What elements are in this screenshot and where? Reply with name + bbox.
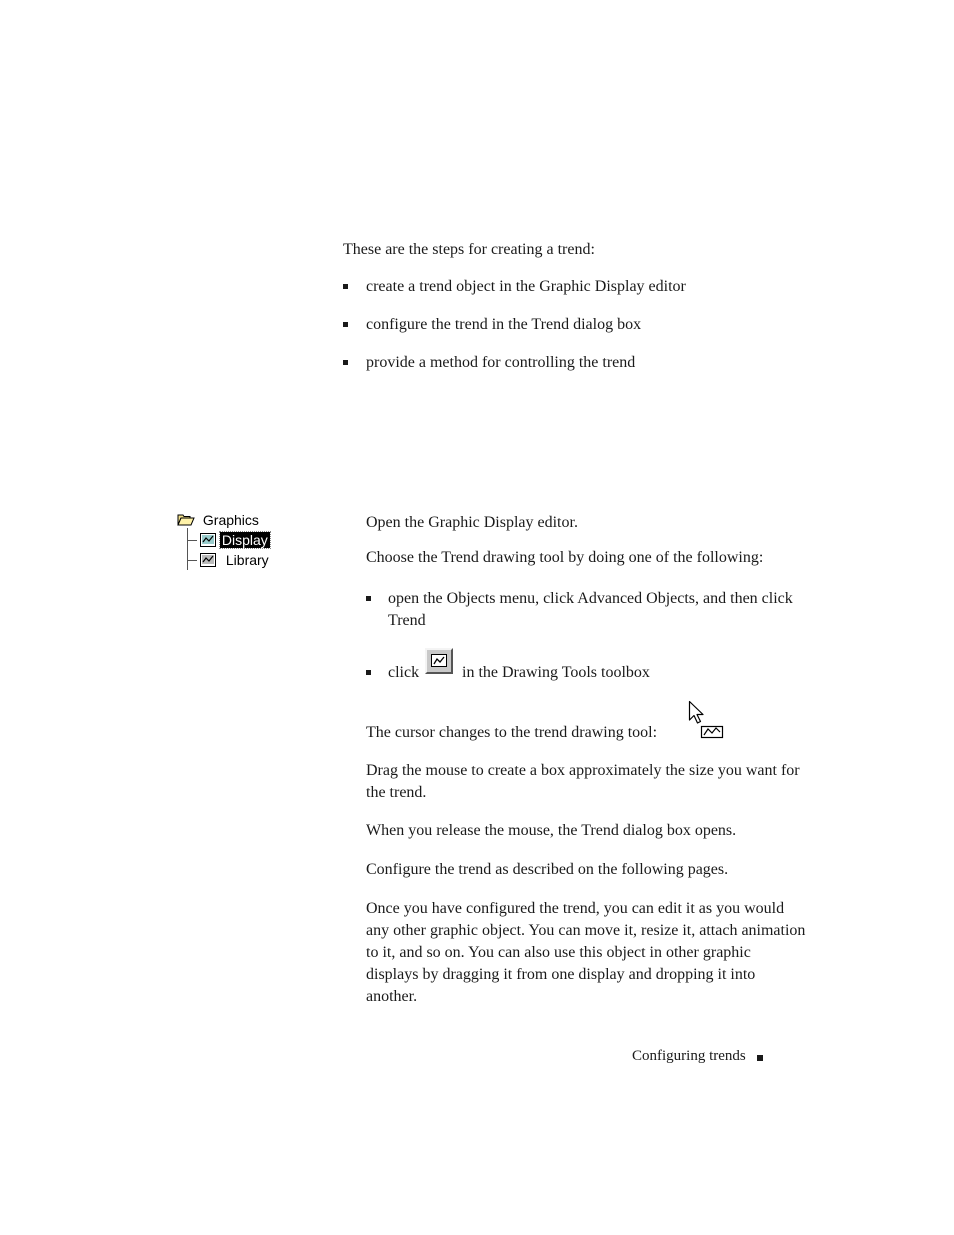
tree-connector (187, 540, 197, 541)
trend-tool-icon (427, 650, 451, 672)
tree-item-library[interactable] (200, 551, 269, 569)
step-choose-tool: Choose the Trend drawing tool by doing one of the following: (366, 549, 764, 566)
tree-connector (187, 560, 197, 561)
option-click-prefix: click (388, 664, 420, 681)
footer-section-title: Configuring trends (632, 1048, 746, 1064)
step-configure: Configure the trend as described on the following pages. (366, 861, 729, 878)
library-icon (200, 553, 216, 567)
option-objects-menu: open the Objects menu, click Advanced Objects, and then click Trend (388, 590, 793, 629)
option-click-suffix: in the Drawing Tools toolbox (462, 664, 650, 681)
bullet-icon (343, 322, 348, 327)
display-icon (200, 533, 216, 547)
cursor-description: The cursor changes to the trend drawing tool: (366, 724, 658, 741)
bullet-icon (366, 670, 371, 675)
tree-root[interactable] (177, 511, 259, 529)
bullet-icon (366, 596, 371, 601)
bullet-icon (343, 284, 348, 289)
trend-cursor-icon (688, 700, 726, 740)
step-edit-object: Once you have configured the trend, you can edit it as you would any other graphic object. You can move it, resize it, attach animation to it, and so on. You can also use this object in other graphic displays by dragging it from one display and dropping it into another. (366, 900, 806, 1005)
tree-item-label: Display (221, 532, 268, 548)
list-item: configure the trend in the Trend dialog box (366, 316, 642, 333)
list-item: provide a method for controlling the trend (366, 354, 636, 371)
step-release-note: When you release the mouse, the Trend dialog box opens. (366, 822, 737, 839)
tree-root-label: Graphics (202, 512, 259, 528)
step-drag-box: Drag the mouse to create a box approximately the size you want for the trend. (366, 762, 800, 801)
footer-bullet-icon (757, 1055, 763, 1061)
tree-item-label: Library (225, 552, 269, 568)
tree-item-display[interactable] (200, 531, 270, 549)
step-open-editor: Open the Graphic Display editor. (366, 514, 578, 531)
list-item: create a trend object in the Graphic Display editor (366, 278, 686, 295)
tree-connector (187, 528, 188, 570)
bullet-icon (343, 360, 348, 365)
trend-tool-button[interactable] (425, 648, 453, 674)
intro-lead: These are the steps for creating a trend: (343, 241, 595, 258)
open-folder-icon (177, 513, 195, 527)
